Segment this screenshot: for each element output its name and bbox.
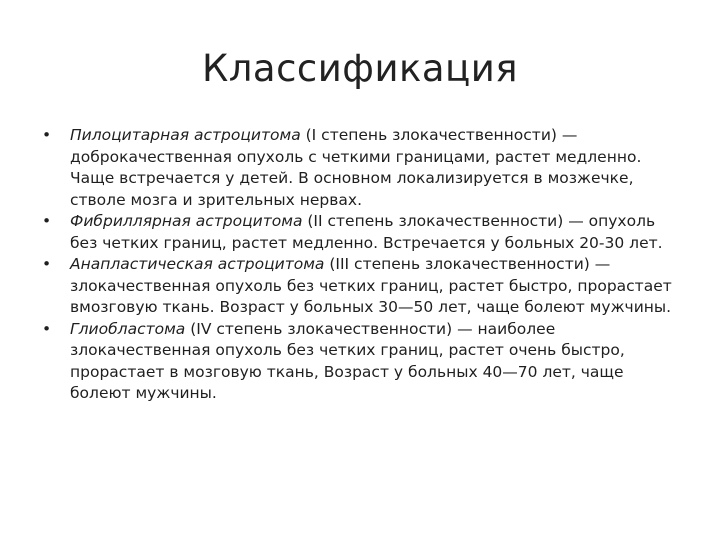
term-glioblastoma: Глиобластома [70, 319, 186, 338]
description-pilocytic-astrocytoma: (I степень злокачественности) — доброкачественная опухоль с четкими границами, растет медленно. Чаще встречается у детей. В основном локализируется в мозжечке, стволе мозга и зрительных нервах. [70, 126, 642, 209]
term-anaplastic-astrocytoma: Анапластическая астроцитома [70, 255, 325, 273]
list-item-anaplastic-astrocytoma [42, 254, 682, 319]
term-fibrillary-astrocytoma: Фибриллярная астроцитома [70, 212, 303, 230]
description-glioblastoma: (IV степень злокачественности) — наиболее злокачественная опухоль без четких границ, растет очень быстро, прорастает в мозговую ткань, Возраст у больных 40—70 лет, чаще болеют мужчины. [70, 319, 625, 402]
list-item-fibrillary-astrocytoma [42, 211, 682, 254]
list-item-glioblastoma [42, 319, 682, 405]
bullet-icon: • [42, 126, 52, 144]
list-item-pilocytic-astrocytoma [42, 125, 682, 211]
slide-title: Классификация [201, 47, 518, 90]
description-fibrillary-astrocytoma: (II степень злокачественности) — опухоль без четких границ, растет медленно. Встречается у больных 20-30 лет. [70, 212, 663, 252]
term-pilocytic-astrocytoma: Пилоцитарная астроцитома [70, 126, 301, 144]
description-anaplastic-astrocytoma: (III степень злокачественности) —злокачественная опухоль без четких границ, растет быстро, прорастает вмозговую ткань. Возраст у больных 30—50 лет, чаще болеют мужчины. [70, 255, 672, 316]
bullet-icon: • [42, 212, 52, 230]
bullet-icon: • [42, 255, 52, 273]
classification-list [42, 125, 682, 405]
bullet-icon: • [42, 319, 52, 338]
